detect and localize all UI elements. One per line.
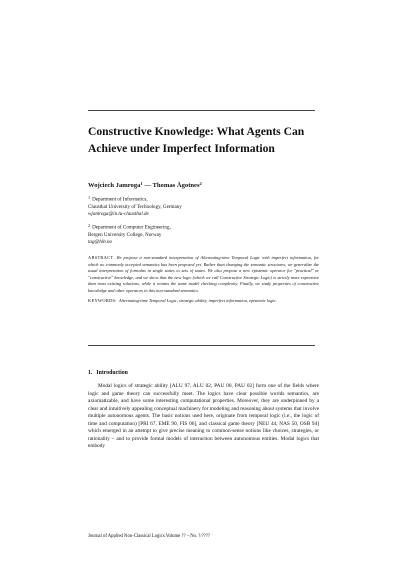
keywords: [88, 298, 319, 305]
section-heading: [88, 369, 323, 377]
affiliation-line: Clausthal University of Technology, Germany: [88, 203, 182, 210]
affiliation-1: [88, 194, 323, 218]
affiliation-number: 2: [88, 223, 91, 228]
journal-footer: Journal of Applied Non-Classical Logics.Volume ?? – No. ?/????: [88, 534, 211, 539]
abstract: [88, 255, 319, 295]
author-mark-2: 2: [199, 181, 202, 186]
affiliation-email[interactable]: wjamroga@in.tu-clausthal.de: [88, 210, 149, 217]
author-name-1: Wojciech Jamroga: [88, 182, 141, 189]
body-paragraph: Modal logics of strategic ability [ALU 97, ALU 02, PAU 00, PAU 02] form one of the fields where logic and game theory can successfully meet. The logics have clear possible worlds semantics, are axiomatizable, and have some interesting computational properties. Moreover, they are underpinned by a clear and intuitively appealing conceptual machinery for modeling and reasoning about systems that involve multiple autonomous agents. The basic notions used here, originate from temporal logic (i.e., the logic of time and computation) [PRI 67, EME 90, FIS 06], and classical game theory [NEU 44, NAS 50, OSB 94] which emerged in an attempt to give precise meaning to common-sense notions like choices, strategies, or rationality – and to provide formal models of interaction between autonomous entities. Modal logics that embody: [88, 383, 319, 450]
abstract-text: We propose a non-standard interpretation of Alternating-time Temporal Logic with imperfect information, for which no commonly accepted semantics has been proposed yet. Rather than changing the semantic structures, we generalize the usual interpretation of formulas in single states to sets of states. We also propose a new epistemic operator for "practical" or "constructive" knowledge, and we show that the new logic (which we call Constructive Strategic Logic) is strictly more expressive than most existing solutions, while it retains the same model checking complexity. Finally, we study properties of constructive knowledge and other operators in this non-standard semantics.: [88, 255, 319, 293]
affiliation-number: 1: [88, 195, 91, 200]
top-rule: [88, 110, 315, 111]
author-line: [88, 179, 323, 190]
paper-title: Constructive Knowledge: What Agents Can Achieve under Imperfect Information: [88, 125, 305, 155]
affiliation-2: [88, 222, 323, 246]
affiliation-email[interactable]: tag@hib.no: [88, 238, 113, 245]
author-name-2: Thomas Ågotnes: [152, 182, 200, 189]
keywords-text: Alternating-time Temporal Logic, strategic ability, imperfect information, epistemic logic.: [118, 298, 277, 303]
affiliation-line: Department of Informatics,: [92, 196, 148, 203]
keywords-label: KEYWORDS:: [88, 298, 117, 303]
affiliation-line: Department of Computer Engineering,: [92, 224, 171, 231]
bottom-rule: [88, 345, 315, 346]
abstract-label: ABSTRACT.: [88, 255, 115, 260]
section-number: 1.: [88, 370, 93, 376]
author-separator: —: [142, 182, 153, 189]
affiliation-line: Bergen University College, Norway: [88, 231, 162, 238]
author-mark-1: 1: [140, 181, 143, 186]
section-title: Introduction: [96, 370, 128, 376]
